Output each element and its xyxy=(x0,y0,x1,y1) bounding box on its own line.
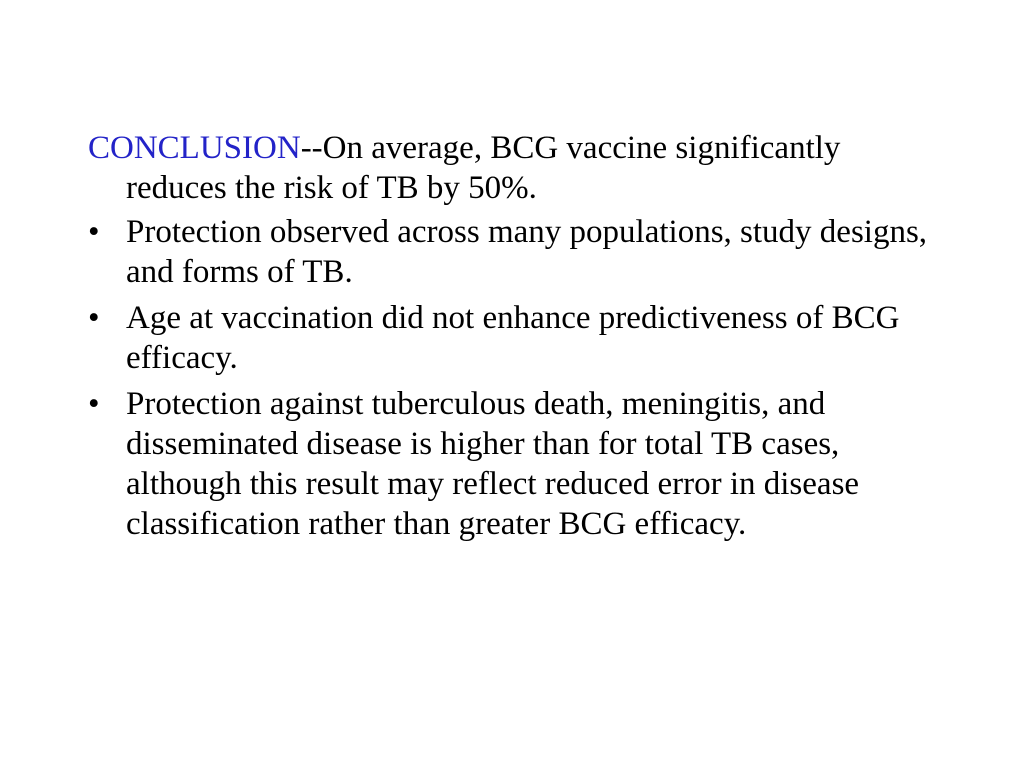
bullet-text: Protection observed across many populations, study designs, and forms of TB. xyxy=(126,214,928,290)
bullet-text: Protection against tuberculous death, meningitis, and disseminated disease is higher than for total TB cases, although this result may reflect reduced error in disease classification rather than greater BCG efficacy. xyxy=(126,386,860,542)
conclusion-paragraph xyxy=(88,128,938,208)
bullet-item xyxy=(88,384,938,544)
slide-content xyxy=(88,128,938,550)
bullet-text: Age at vaccination did not enhance predictiveness of BCG efficacy. xyxy=(126,300,900,376)
bullet-icon: • xyxy=(88,214,100,250)
bullet-item xyxy=(88,298,938,378)
conclusion-text: --On average, BCG vaccine significantly reduces the risk of TB by 50%. xyxy=(126,130,841,206)
bullet-icon: • xyxy=(88,386,100,422)
conclusion-heading: CONCLUSION xyxy=(88,130,301,166)
bullet-item xyxy=(88,212,938,292)
bullet-icon: • xyxy=(88,300,100,336)
